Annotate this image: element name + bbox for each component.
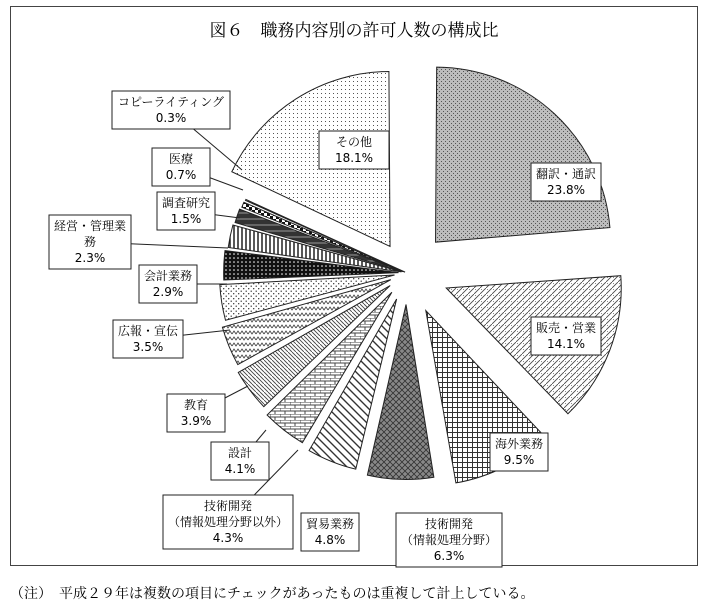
slice-label	[139, 265, 197, 303]
slice-category-label: その他	[335, 135, 373, 149]
slice-category-label: 貿易業務	[305, 517, 355, 531]
slice-label	[531, 317, 601, 355]
slice-category-label: 海外業務	[494, 437, 544, 451]
slice-category-label: 会計業務	[143, 269, 193, 283]
slice-value-label: 4.3%	[212, 531, 244, 545]
slice-value-label: 2.3%	[74, 251, 106, 265]
slice-value-label: 2.9%	[152, 285, 184, 299]
slice-category-label: 設計	[227, 446, 253, 460]
slice-label	[319, 131, 389, 169]
slice-label	[152, 148, 210, 186]
slice-category-label: （情報処理分野以外）	[167, 515, 289, 529]
chart-title: 図６ 職務内容別の許可人数の構成比	[209, 21, 499, 41]
slice-value-label: 9.5%	[503, 453, 535, 467]
chart-note: （注） 平成２９年は複数の項目にチェックがあったものは重複して計上している。	[10, 586, 535, 602]
slice-category-label: 技術開発	[424, 517, 474, 531]
slice-value-label: 1.5%	[170, 212, 202, 226]
slice-label	[396, 513, 502, 567]
slice-category-label: 務	[83, 235, 97, 249]
slice-label	[163, 495, 293, 549]
slice-category-label: （情報処理分野）	[400, 533, 498, 547]
slice-label	[157, 192, 215, 230]
slice-value-label: 23.8%	[546, 183, 586, 197]
slice-category-label: 販売・営業	[535, 321, 597, 335]
slice-value-label: 0.7%	[165, 168, 197, 182]
slice-category-label: 技術開発	[203, 499, 253, 513]
slice-label	[113, 320, 183, 358]
slice-category-label: 経営・管理業	[53, 219, 127, 233]
slice-category-label: 調査研究	[161, 196, 211, 210]
pie-slice	[436, 67, 610, 242]
slice-label	[211, 442, 269, 480]
slice-value-label: 4.1%	[224, 462, 256, 476]
slice-value-label: 6.3%	[433, 549, 465, 563]
slice-category-label: 医療	[168, 152, 194, 166]
slice-label	[49, 215, 131, 269]
slice-value-label: 3.5%	[132, 340, 164, 354]
slice-category-label: 広報・宣伝	[117, 324, 179, 338]
slice-label	[531, 163, 601, 201]
slice-value-label: 4.8%	[314, 533, 346, 547]
slice-value-label: 0.3%	[155, 111, 187, 125]
slice-label	[301, 513, 359, 551]
slice-value-label: 3.9%	[180, 414, 212, 428]
slice-value-label: 14.1%	[546, 337, 586, 351]
slice-label	[112, 91, 230, 129]
slice-category-label: 翻訳・通訳	[535, 167, 597, 181]
slice-value-label: 18.1%	[334, 151, 374, 165]
slice-label	[490, 433, 548, 471]
slice-category-label: 教育	[183, 398, 209, 412]
slice-label	[167, 394, 225, 432]
pie-slice	[367, 304, 433, 479]
slice-category-label: コピーライティング	[118, 95, 224, 109]
